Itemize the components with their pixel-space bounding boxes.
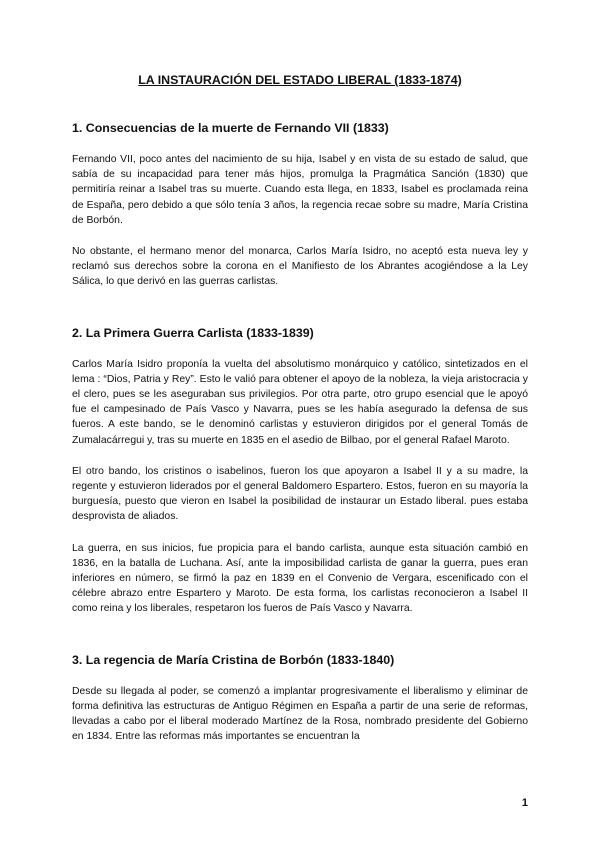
section-heading-1: 1. Consecuencias de la muerte de Fernando VII (1833) <box>72 121 389 135</box>
section-1-paragraph-1: Fernando VII, poco antes del nacimiento de su hija, Isabel y en vista de su estado de salud, que sabía de su incapacidad para tener más hijos, promulga la Pragmática Sanción (1830) que permitiría reinar a Isabel tras su muerte. Cuando esta llega, en 1833, Isabel es proclamada reina de España, pero debido a que sólo tenía 3 años, la regencia recae sobre su madre, María Cristina de Borbón. <box>72 154 528 226</box>
section-heading-2: 2. La Primera Guerra Carlista (1833-1839) <box>72 325 314 340</box>
section-3-paragraph-1: Desde su llegada al poder, se comenzó a implantar progresivamente el liberalismo y eliminar de forma definitiva las estructuras de Antiguo Régimen en España a partir de una serie de reformas, llevadas a cabo por el liberal moderado Martínez de la Rosa, nombrado presidente del Gobierno en 1834. Entre las reformas más importantes se encuentran la <box>72 685 528 743</box>
section-heading-3: 3. La regencia de María Cristina de Borbón (1833-1840) <box>72 652 395 667</box>
section-1-paragraph-2: No obstante, el hermano menor del monarca, Carlos María Isidro, no aceptó esta nueva ley y reclamó sus derechos sobre la corona en el Manifiesto de los Abrantes acogiéndose a la Ley Sálica, lo que derivó en las guerras carlistas. <box>72 246 528 288</box>
section-2-paragraph-1: Carlos María Isidro proponía la vuelta del absolutismo monárquico y católico, sintetizados en el lema : “Dios, Patria y Rey”. Esto le valió para obtener el apoyo de la nobleza, la vieja aristocracia y el clero, pues se les aseguraban sus privilegios. Por otra parte, otro grupo esencial que le apoyó fue el campesinado de País Vasco y Navarra, pues se les había asegurado la defensa de sus fueros. A este bando, se le denominó carlistas y estuvieron dirigidos por el general Tomás de Zumalacárregui y, tras su muerte en 1835 en el asedio de Bilbao, por el general Rafael Maroto. <box>72 358 528 446</box>
document-page <box>72 0 528 848</box>
document-title: LA INSTAURACIÓN DEL ESTADO LIBERAL (1833-1874) <box>138 73 462 87</box>
section-2-paragraph-3: La guerra, en sus inicios, fue propicia para el bando carlista, aunque esta situación cambió en 1836, en la batalla de Luchana. Así, ante la imposibilidad carlista de ganar la guerra, pues eran inferiores en número, se firmó la paz en 1839 en el Convenio de Vergara, escenificado con el célebre abrazo entre Espartero y Maroto. De esta forma, los carlistas reconocieron a Isabel II como reina y los liberales, respetaron los fueros de País Vasco y Navarra. <box>72 542 528 615</box>
page-number: 1 <box>521 797 528 809</box>
section-2-paragraph-2: El otro bando, los cristinos o isabelinos, fueron los que apoyaron a Isabel II y a su madre, la regente y estuvieron liderados por el general Baldomero Espartero. Estos, fueron en su mayoría la burguesía, puesto que vieron en Isabel la posibilidad de instaurar un Estado liberal. pues estaba desprovista de aliados. <box>72 465 528 523</box>
